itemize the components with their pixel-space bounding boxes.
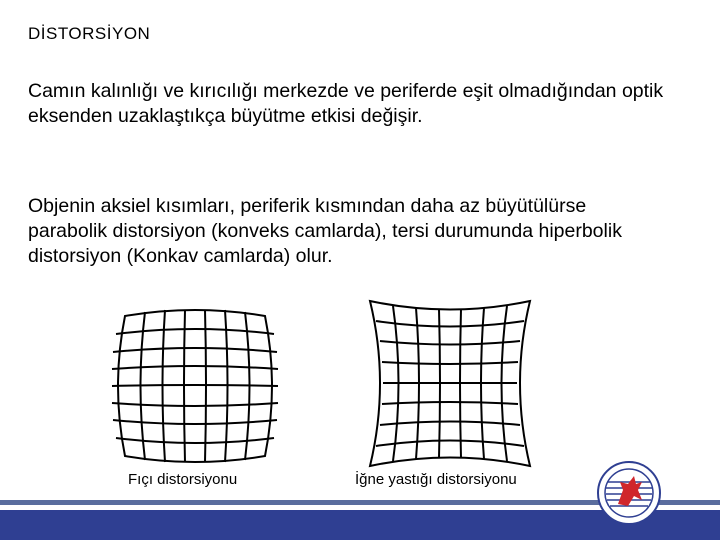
slide-title: DİSTORSİYON bbox=[28, 24, 151, 43]
pincushion-distortion-grid bbox=[360, 296, 540, 471]
university-logo-icon bbox=[596, 460, 662, 526]
paragraph-2: Objenin aksiel kısımları, periferik kısmından daha az büyütülürse parabolik distorsiyon (konveks camlarda), tersi durumunda hiperbolik distorsiyon (Konkav camlarda) olur. bbox=[28, 195, 622, 267]
pincushion-caption: İğne yastığı distorsiyonu bbox=[355, 471, 517, 488]
barrel-distortion-grid bbox=[105, 306, 285, 466]
paragraph-1: Camın kalınlığı ve kırıcılığı merkezde ve periferde eşit olmadığından optik eksenden uzaklaştıkça büyütme etkisi değişir. bbox=[28, 80, 664, 127]
barrel-caption: Fıçı distorsiyonu bbox=[128, 471, 238, 488]
